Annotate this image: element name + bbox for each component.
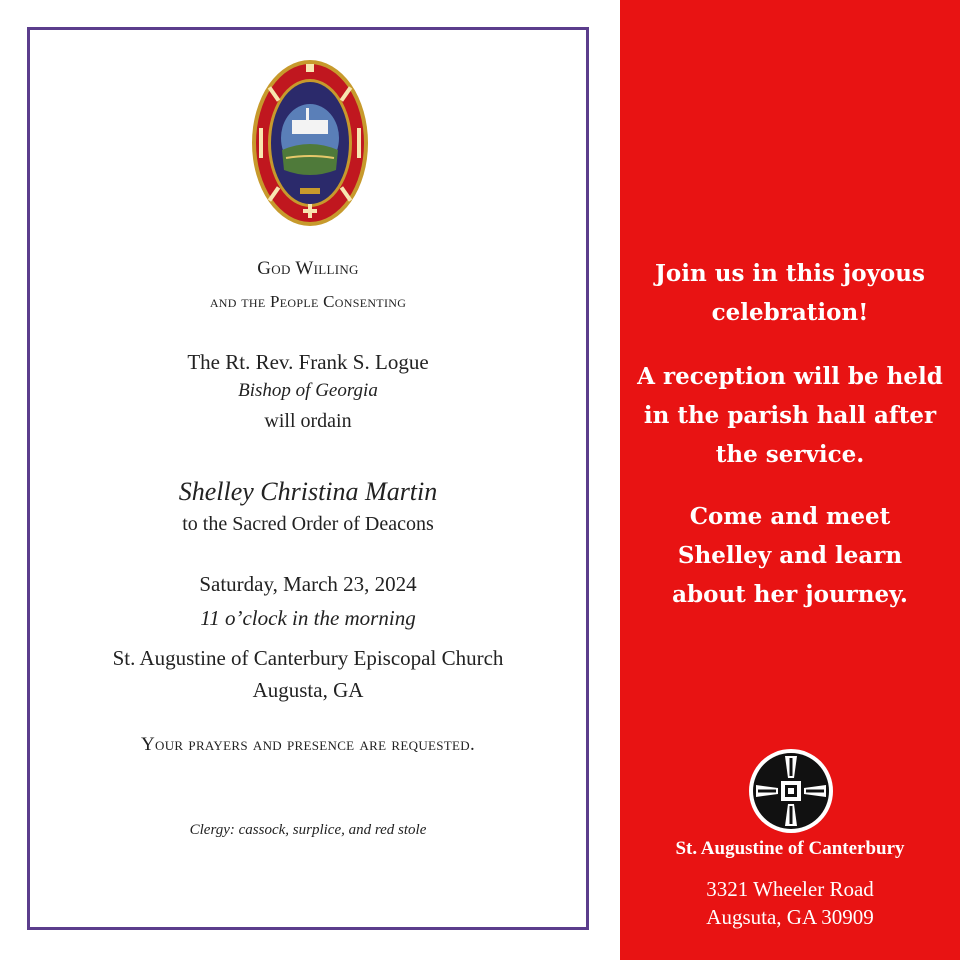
will-ordain-text: will ordain — [264, 410, 352, 432]
service-date: Saturday, March 23, 2024 — [199, 572, 417, 596]
address-line-1: 3321 Wheeler Road — [706, 877, 874, 901]
city-name: Augusta, GA — [252, 678, 364, 702]
ordinand-name: Shelley Christina Martin — [178, 477, 438, 506]
canterbury-cross-icon — [748, 748, 834, 834]
service-time: 11 o’clock in the morning — [200, 606, 416, 630]
diocesan-seal-icon — [250, 58, 370, 228]
opening-line-1: God Willing — [257, 258, 359, 279]
church-name: St. Augustine of Canterbury Episcopal Church — [112, 646, 504, 670]
clergy-note: Clergy: cassock, surplice, and red stole — [189, 822, 427, 838]
officiant-name: The Rt. Rev. Frank S. Logue — [187, 350, 429, 374]
footer-church-name: St. Augustine of Canterbury — [675, 838, 905, 859]
officiant-title: Bishop of Georgia — [238, 380, 378, 401]
meet-message: Come and meet Shelley and learn about her journey. — [672, 503, 908, 608]
opening-line-2: and the People Consenting — [209, 292, 407, 311]
order-text: to the Sacred Order of Deacons — [182, 513, 434, 535]
celebration-message: Join us in this joyous celebration! — [655, 260, 925, 326]
request-text: Your prayers and presence are requested. — [141, 734, 475, 755]
reception-message: A reception will be held in the parish hall after the service. — [637, 363, 943, 468]
address-line-2: Augsuta, GA 30909 — [706, 905, 874, 929]
